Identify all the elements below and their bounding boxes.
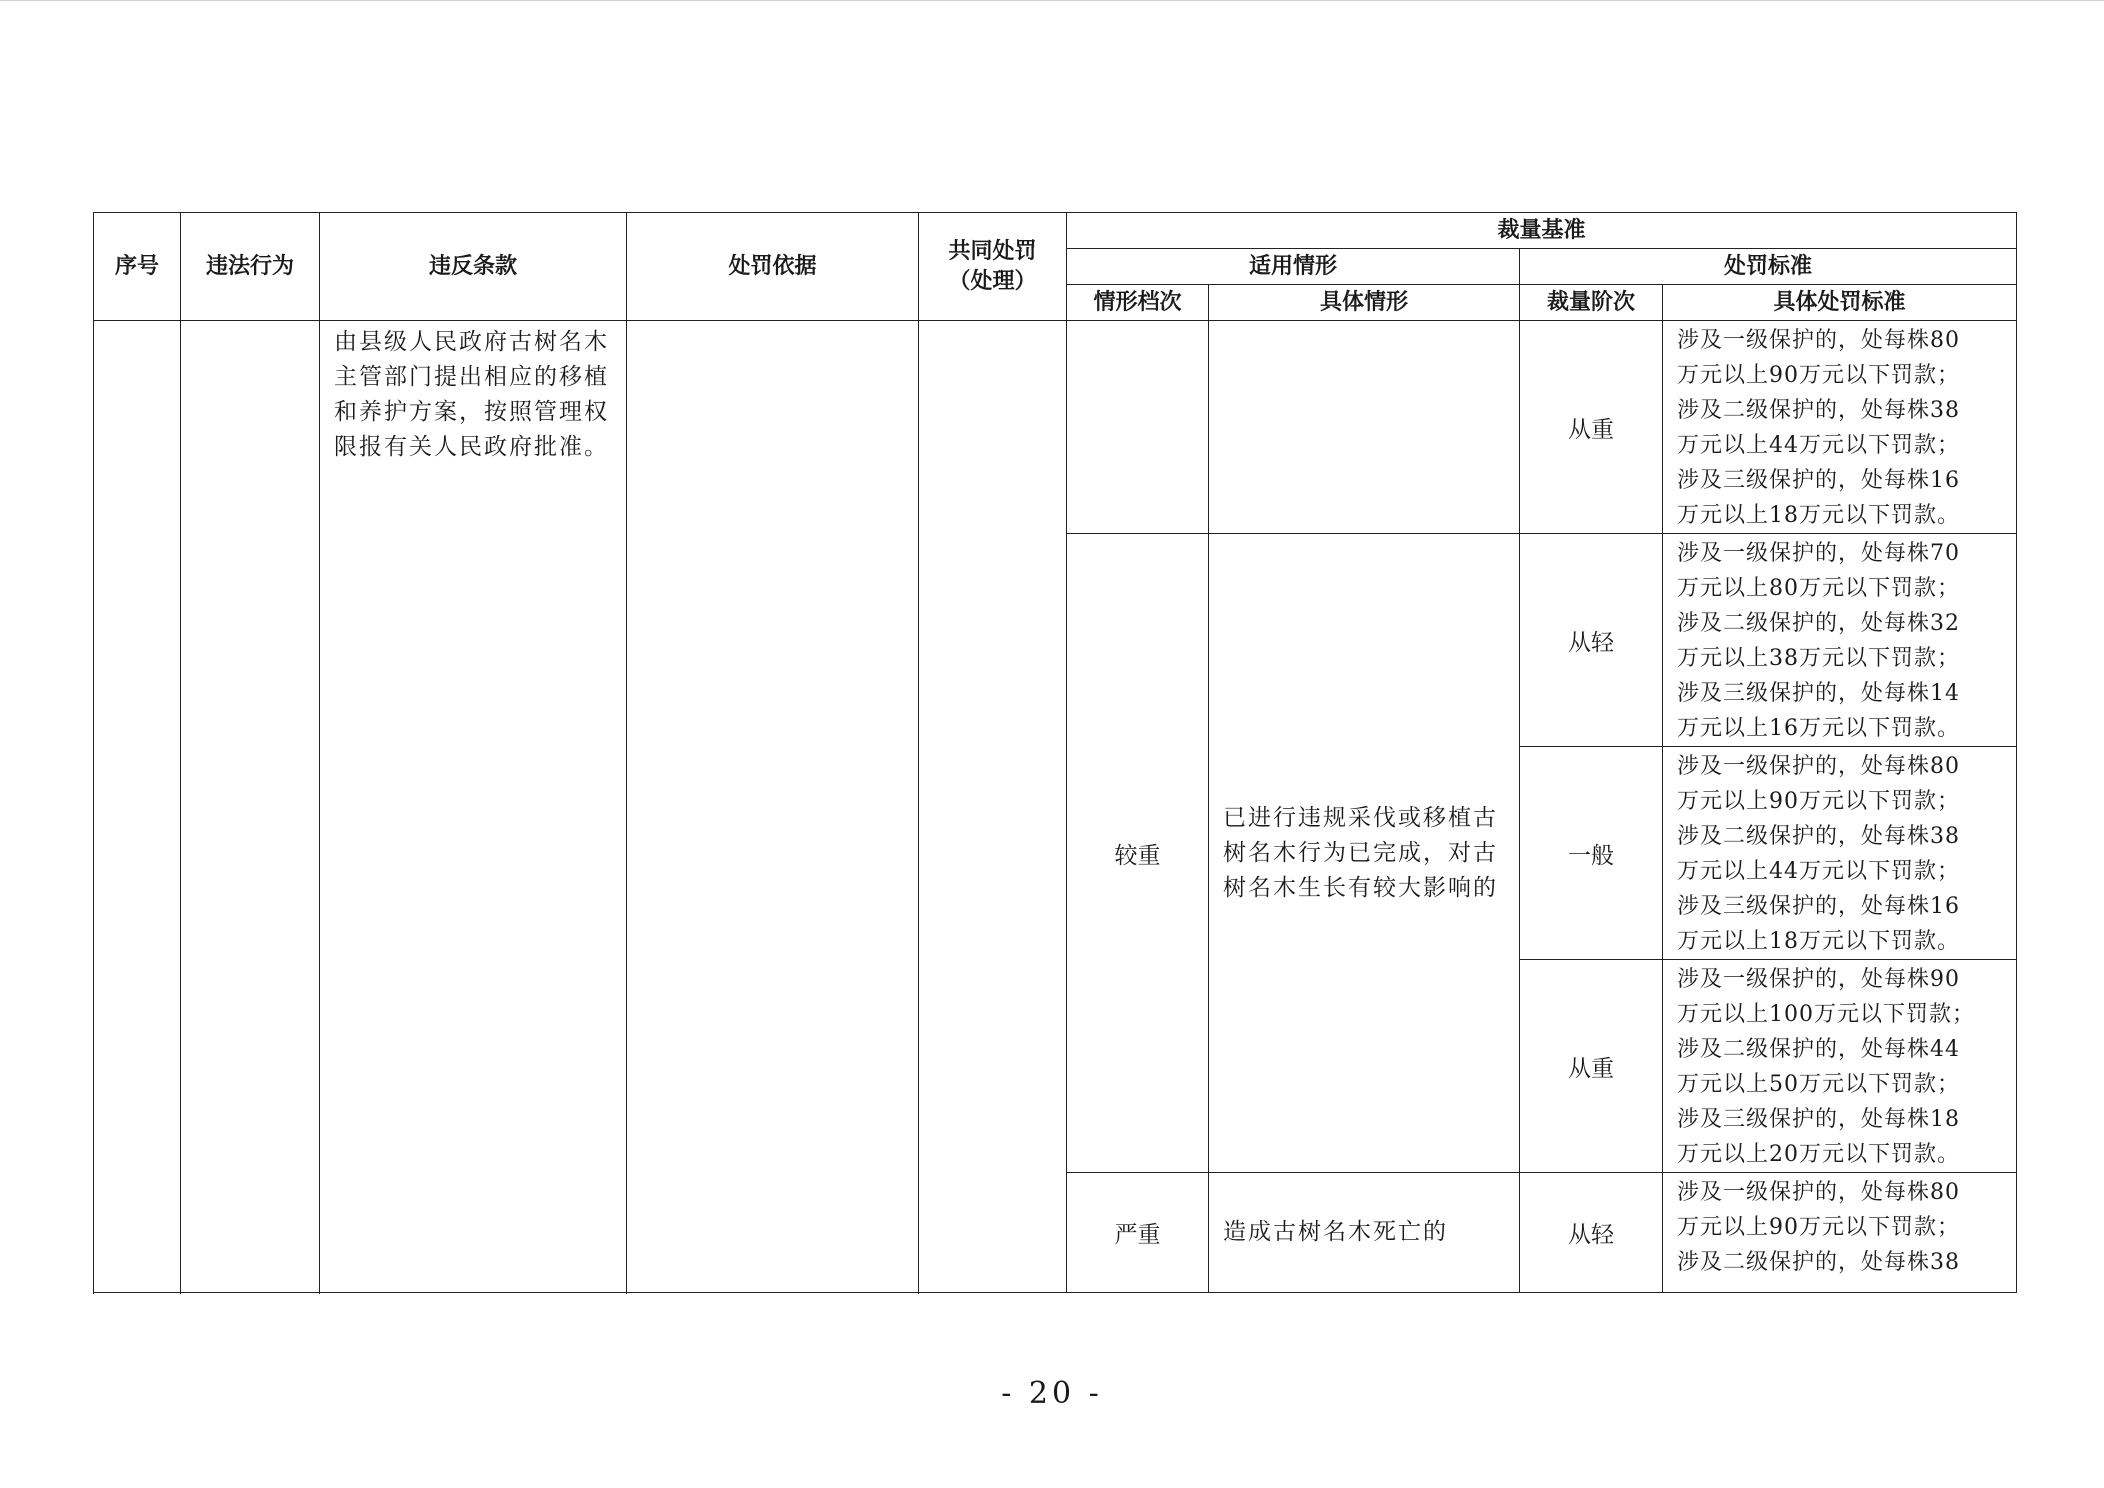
penalty-line: 涉及二级保护的，处每株32 <box>1677 611 1960 636</box>
header-circumstance-level: 情形档次 <box>1067 285 1209 321</box>
penalty-discretion-table <box>93 212 2017 1293</box>
penalty-line: 万元以上100万元以下罚款； <box>1677 1002 1975 1027</box>
penalty-line: 万元以上38万元以下罚款； <box>1677 646 1960 671</box>
header-discretion-level: 裁量阶次 <box>1520 285 1663 321</box>
penalty-line: 万元以上80万元以下罚款； <box>1677 576 1960 601</box>
penalty-basis-cell <box>627 321 919 1293</box>
illegal-act-cell <box>181 321 320 1293</box>
penalty-standard-cell <box>1663 960 2017 1173</box>
specific-circumstance-cell: 已进行违规采伐或移植古树名木行为已完成，对古树名木生长有较大影响的 <box>1209 534 1520 1173</box>
penalty-line: 万元以上90万元以下罚款； <box>1677 1215 1960 1240</box>
penalty-line: 涉及二级保护的，处每株38 <box>1677 1250 1960 1275</box>
penalty-standard-cell <box>1663 747 2017 960</box>
penalty-line: 涉及一级保护的，处每株80 <box>1677 328 1960 353</box>
header-violated-clause: 违反条款 <box>320 213 627 321</box>
top-border-line <box>0 0 2104 1</box>
discretion-level-cell: 一般 <box>1520 747 1663 960</box>
penalty-line: 涉及二级保护的，处每株38 <box>1677 398 1960 423</box>
header-discretion-standard: 裁量基准 <box>1067 213 2017 249</box>
discretion-level-cell: 从重 <box>1520 321 1663 534</box>
page-number: - 20 - <box>1001 1376 1103 1411</box>
penalty-line: 涉及二级保护的，处每株44 <box>1677 1037 1960 1062</box>
header-applicable-circumstances: 适用情形 <box>1067 249 1520 285</box>
joint-penalty-cell <box>919 321 1067 1293</box>
circumstance-level-cell <box>1067 321 1209 534</box>
penalty-line: 涉及一级保护的，处每株90 <box>1677 967 1960 992</box>
header-joint-penalty-line2: （处理） <box>948 268 1037 294</box>
penalty-line: 万元以上90万元以下罚款； <box>1677 363 1960 388</box>
penalty-line: 涉及三级保护的，处每株16 <box>1677 894 1960 919</box>
specific-circumstance-cell <box>1209 321 1520 534</box>
penalty-line: 涉及一级保护的，处每株80 <box>1677 1180 1960 1205</box>
header-penalty-standard: 处罚标准 <box>1520 249 2017 285</box>
penalty-line: 万元以上90万元以下罚款； <box>1677 789 1960 814</box>
violated-clause-cell: 由县级人民政府古树名木主管部门提出相应的移植和养护方案，按照管理权限报有关人民政府批准。 <box>320 321 627 1293</box>
discretion-level-cell: 从重 <box>1520 960 1663 1173</box>
penalty-line: 万元以上16万元以下罚款。 <box>1677 716 1960 741</box>
penalty-line: 涉及三级保护的，处每株18 <box>1677 1107 1960 1132</box>
penalty-line: 涉及一级保护的，处每株70 <box>1677 541 1960 566</box>
penalty-line: 万元以上20万元以下罚款。 <box>1677 1142 1960 1167</box>
penalty-line: 涉及二级保护的，处每株38 <box>1677 824 1960 849</box>
specific-circumstance-cell: 造成古树名木死亡的 <box>1209 1173 1520 1293</box>
penalty-line: 万元以上18万元以下罚款。 <box>1677 503 1960 528</box>
discretion-level-cell: 从轻 <box>1520 534 1663 747</box>
header-seq: 序号 <box>94 213 181 321</box>
circumstance-level-cell: 较重 <box>1067 534 1209 1173</box>
header-penalty-basis: 处罚依据 <box>627 213 919 321</box>
header-specific-circumstance: 具体情形 <box>1209 285 1520 321</box>
penalty-line: 涉及一级保护的，处每株80 <box>1677 754 1960 779</box>
penalty-standard-cell <box>1663 1173 2017 1293</box>
seq-cell <box>94 321 181 1293</box>
penalty-line: 万元以上44万元以下罚款； <box>1677 859 1960 884</box>
penalty-line: 万元以上18万元以下罚款。 <box>1677 929 1960 954</box>
penalty-line: 涉及三级保护的，处每株16 <box>1677 468 1960 493</box>
circumstance-level-cell: 严重 <box>1067 1173 1209 1293</box>
penalty-standard-cell <box>1663 534 2017 747</box>
header-illegal-act: 违法行为 <box>181 213 320 321</box>
penalty-line: 万元以上44万元以下罚款； <box>1677 433 1960 458</box>
header-specific-penalty-standard: 具体处罚标准 <box>1663 285 2017 321</box>
penalty-line: 万元以上50万元以下罚款； <box>1677 1072 1960 1097</box>
penalty-standard-cell <box>1663 321 2017 534</box>
discretion-level-cell: 从轻 <box>1520 1173 1663 1293</box>
header-joint-penalty <box>919 213 1067 321</box>
penalty-line: 涉及三级保护的，处每株14 <box>1677 681 1960 706</box>
header-joint-penalty-line1: 共同处罚 <box>948 238 1037 264</box>
